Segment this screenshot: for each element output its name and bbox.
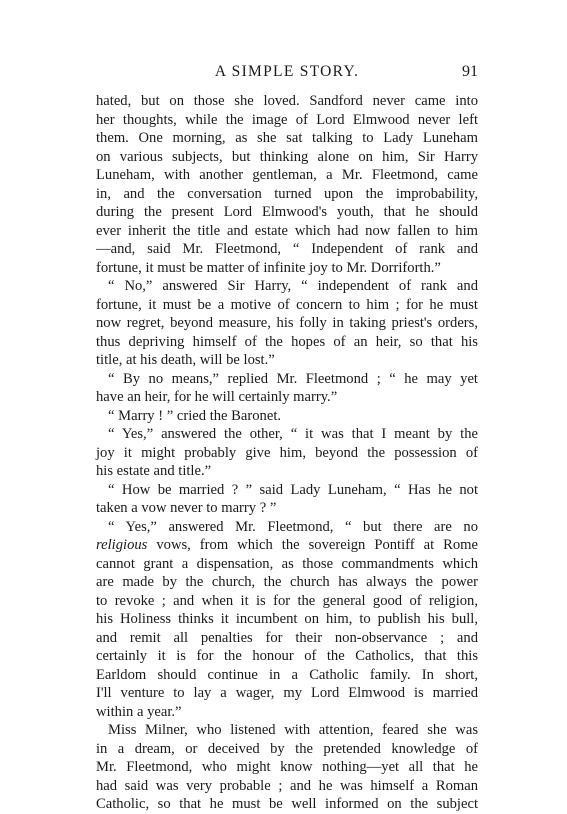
text-line: them. One morning, as she sat talking to Lady Luneham	[96, 130, 478, 146]
text-line: and remit all penalties for their non-observance ; and	[96, 629, 478, 646]
text-line: to revoke ; and when it is for the general good of religion,	[96, 592, 478, 609]
text-line: in a dream, or deceived by the pretended knowledge of	[96, 740, 478, 757]
text-line: cannot grant a dispensation, as those commandments which	[96, 555, 478, 572]
text-line: Mr. Fleetmond, who might know nothing—yet all that he	[96, 759, 478, 775]
text-line: his estate and title.”	[96, 463, 212, 479]
text-line: —and, said Mr. Fleetmond, “ Independent of rank and	[96, 241, 478, 257]
text-line: her thoughts, while the image of Lord Elmwood never left	[96, 111, 478, 128]
text-line: Catholic, so that he must be well informed on the subject	[96, 796, 478, 812]
text-line: on various subjects, but thinking alone on him, Sir Harry	[96, 148, 478, 165]
text-line: “ Yes,” answered the other, “ it was that I meant by the	[108, 426, 478, 442]
text-line: I'll venture to lay a wager, my Lord Elmwood is married	[96, 685, 478, 701]
text-line: “ By no means,” replied Mr. Fleetmond ; “ he may yet	[108, 370, 478, 387]
text-line: religious vows, from which the sovereign Pontiff at Rome	[96, 537, 478, 553]
text-line: during the present Lord Elmwood's youth, that he should	[96, 204, 478, 220]
text-line: had said was very probable ; and he was himself a Roman	[96, 777, 478, 794]
text-line: title, at his death, will be lost.”	[96, 352, 275, 368]
text-line: Earldom should continue in a Catholic family. In short,	[96, 666, 478, 683]
page-number: 91	[462, 63, 478, 80]
text-line: taken a vow never to marry ? ”	[96, 500, 277, 516]
text-line: joy it might probably give him, beyond the possession of	[96, 444, 478, 461]
body-text	[96, 92, 478, 814]
text-line: now regret, beyond measure, his folly in taking priest's orders,	[96, 315, 478, 331]
text-line: in, and the conversation turned upon the improbability,	[96, 185, 478, 202]
text-line: thus depriving himself of the hopes of an heir, so that his	[96, 333, 478, 350]
text-line: within a year.”	[96, 703, 182, 720]
text-line: fortune, it must be matter of infinite joy to Mr. Dorriforth.”	[96, 259, 441, 276]
text-line: ever inherit the title and estate which had now fallen to him	[96, 222, 478, 239]
text-line: “ Marry ! ” cried the Baronet.	[108, 407, 282, 424]
text-line: hated, but on those she loved. Sandford never came into	[96, 93, 478, 109]
text-line: have an heir, for he will certainly marry.”	[96, 389, 338, 405]
text-line: fortune, it must be a motive of concern to him ; for he must	[96, 296, 478, 313]
text-line: his Holiness thinks it incumbent on him, to publish his bull,	[96, 611, 478, 627]
running-title: A SIMPLE STORY.	[214, 63, 360, 80]
running-head	[96, 63, 478, 85]
text-line: are made by the church, the church has always the power	[96, 574, 478, 590]
text-line: Miss Milner, who listened with attention, feared she was	[108, 722, 478, 738]
text-line: “ Yes,” answered Mr. Fleetmond, “ but there are no	[108, 518, 478, 535]
italic-word: religious	[96, 537, 148, 553]
text-line: “ No,” answered Sir Harry, “ independent of rank and	[108, 278, 478, 294]
text-line: certainly it is for the honour of the Catholics, that this	[96, 648, 478, 664]
text-line: “ How be married ? ” said Lady Luneham, “ Has he not	[108, 481, 478, 498]
text-line: Luneham, with another gentleman, a Mr. Fleetmond, came	[96, 167, 478, 183]
